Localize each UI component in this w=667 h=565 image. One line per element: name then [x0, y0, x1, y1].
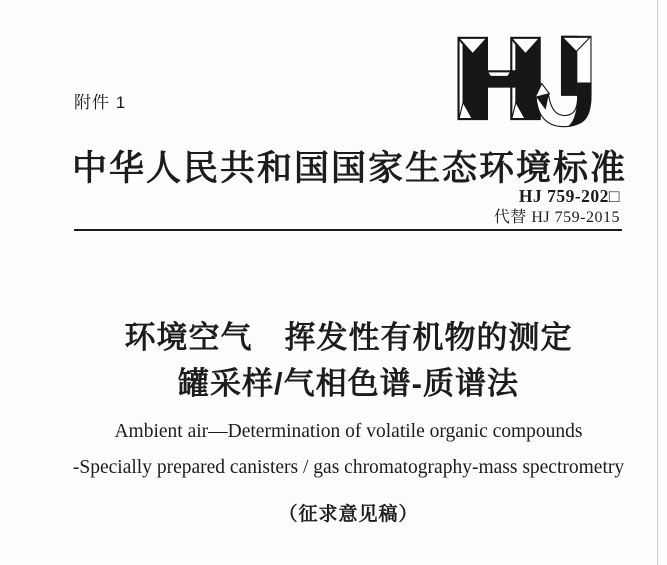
replaces-note: 代替 HJ 759-2015	[493, 209, 620, 226]
doc-title-zh-line1: 环境空气 挥发性有机物的测定	[124, 320, 573, 355]
page-edge-line	[657, 0, 658, 565]
standard-heading: 中华人民共和国国家生态环境标准	[72, 149, 628, 188]
draft-status-note: （征求意见稿）	[278, 504, 419, 525]
doc-title-en-line2: -Specially prepared canisters / gas chromatography-mass spectrometry	[72, 457, 625, 478]
standard-number-block	[494, 186, 620, 228]
attachment-label: 附件 1	[74, 93, 127, 112]
hj-logo	[457, 34, 593, 128]
header-rule	[74, 229, 622, 231]
doc-title-en-line1: Ambient air—Determination of volatile organic compounds	[114, 421, 583, 442]
standard-number: HJ 759-202□	[518, 186, 620, 206]
doc-title-zh-line2: 罐采样/气相色谱-质谱法	[178, 366, 519, 401]
